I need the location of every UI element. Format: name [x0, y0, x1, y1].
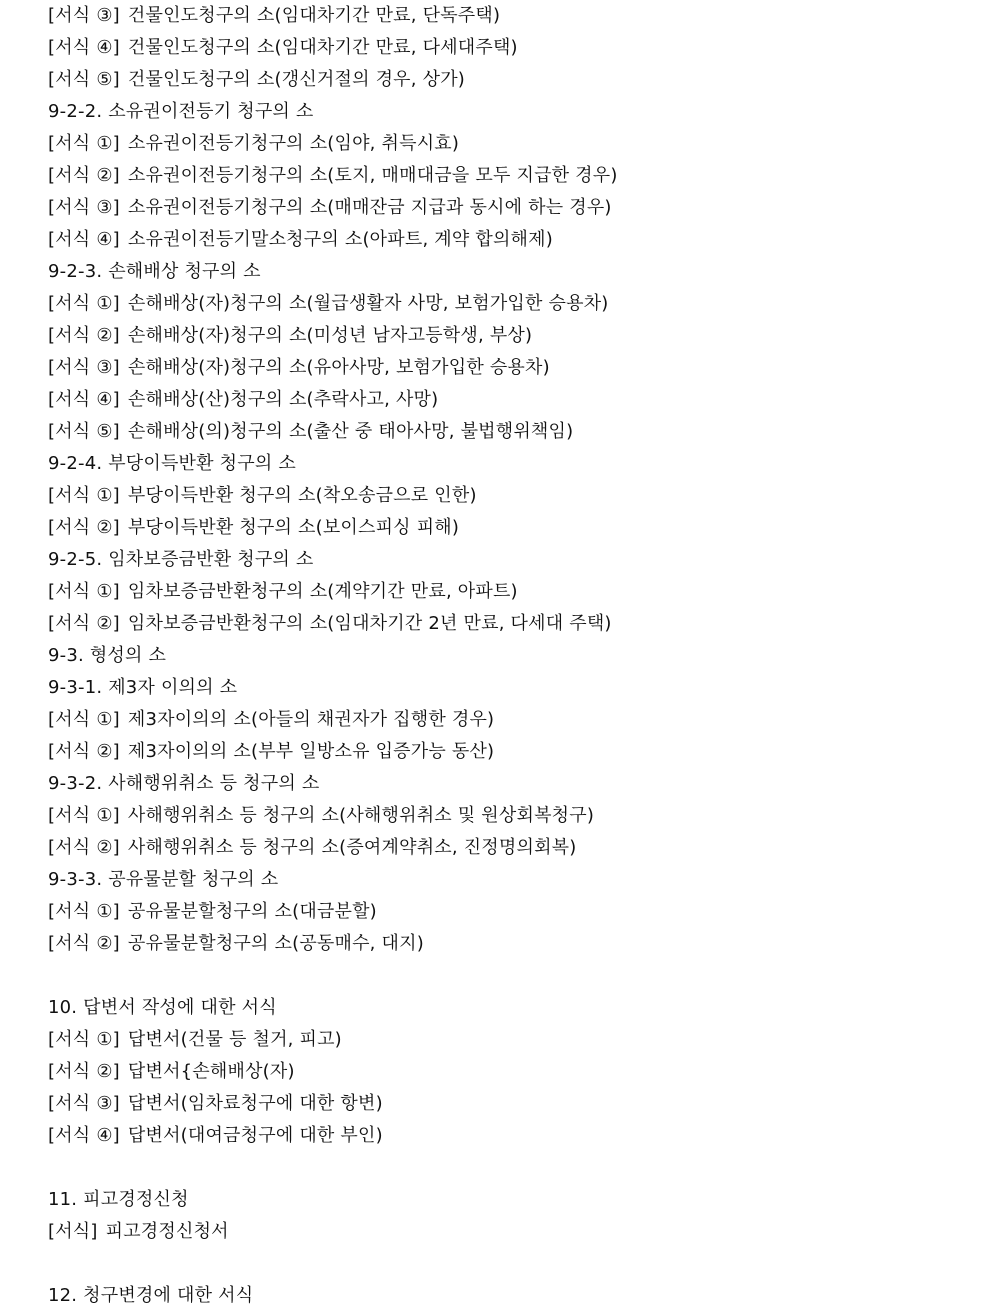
form-list-item — [48, 736, 978, 768]
form-list-item — [48, 64, 978, 96]
form-list-item — [48, 416, 978, 448]
form-title: 피고경정신청서 — [105, 1221, 229, 1242]
section-heading: 9-3-2. 사해행위취소 등 청구의 소 — [48, 773, 320, 794]
form-number-label: [서식 ①] — [48, 485, 120, 506]
section-heading: 9-3. 형성의 소 — [48, 645, 167, 666]
form-list-item — [48, 384, 978, 416]
form-list-item — [48, 160, 978, 192]
form-list-item — [48, 128, 978, 160]
form-title: 제3자이의의 소(부부 일방소유 입증가능 동산) — [127, 741, 495, 762]
form-title: 손해배상(의)청구의 소(출산 중 태아사망, 불법행위책임) — [127, 421, 574, 442]
form-title: 사해행위취소 등 청구의 소(사해행위취소 및 원상회복청구) — [127, 805, 595, 826]
form-list-item — [48, 800, 978, 832]
form-list-item — [48, 1056, 978, 1088]
form-number-label: [서식 ②] — [48, 741, 120, 762]
form-title: 공유물분할청구의 소(대금분할) — [127, 901, 377, 922]
form-number-label: [서식 ②] — [48, 837, 120, 858]
section-heading: 9-2-4. 부당이득반환 청구의 소 — [48, 453, 296, 474]
form-title: 답변서(대여금청구에 대한 부인) — [127, 1125, 383, 1146]
form-number-label: [서식 ④] — [48, 37, 120, 58]
form-number-label: [서식 ④] — [48, 229, 120, 250]
form-title: 소유권이전등기청구의 소(토지, 매매대금을 모두 지급한 경우) — [127, 165, 618, 186]
section-heading: 9-2-3. 손해배상 청구의 소 — [48, 261, 261, 282]
form-list-item — [48, 832, 978, 864]
form-list-item — [48, 1216, 978, 1248]
section-heading: 12. 청구변경에 대한 서식 — [48, 1285, 254, 1306]
form-number-label: [서식 ④] — [48, 1125, 120, 1146]
section-heading: 10. 답변서 작성에 대한 서식 — [48, 997, 277, 1018]
blank-line — [48, 1248, 978, 1280]
form-number-label: [서식 ②] — [48, 613, 120, 634]
section-heading: 11. 피고경정신청 — [48, 1189, 189, 1210]
form-title: 부당이득반환 청구의 소(착오송금으로 인한) — [127, 485, 477, 506]
form-number-label: [서식 ②] — [48, 1061, 120, 1082]
form-number-label: [서식 ⑤] — [48, 69, 120, 90]
form-list-item — [48, 704, 978, 736]
section-heading: 9-2-5. 임차보증금반환 청구의 소 — [48, 549, 314, 570]
form-list-item — [48, 1024, 978, 1056]
form-number-label: [서식 ③] — [48, 357, 120, 378]
form-number-label: [서식 ②] — [48, 325, 120, 346]
form-list-item — [48, 288, 978, 320]
form-title: 소유권이전등기청구의 소(매매잔금 지급과 동시에 하는 경우) — [127, 197, 612, 218]
section-heading: 9-2-2. 소유권이전등기 청구의 소 — [48, 101, 314, 122]
form-number-label: [서식 ①] — [48, 709, 120, 730]
form-title: 답변서(건물 등 철거, 피고) — [127, 1029, 342, 1050]
form-number-label: [서식 ①] — [48, 293, 120, 314]
form-title: 손해배상(자)청구의 소(월급생활자 사망, 보험가입한 승용차) — [127, 293, 609, 314]
form-number-label: [서식] — [48, 1221, 98, 1242]
form-list-item — [48, 32, 978, 64]
form-title: 소유권이전등기말소청구의 소(아파트, 계약 합의해제) — [127, 229, 553, 250]
form-list-item — [48, 576, 978, 608]
document-body — [48, 0, 978, 1312]
form-number-label: [서식 ③] — [48, 1093, 120, 1114]
form-list-item — [48, 192, 978, 224]
form-title: 건물인도청구의 소(갱신거절의 경우, 상가) — [127, 69, 466, 90]
form-title: 손해배상(자)청구의 소(미성년 남자고등학생, 부상) — [127, 325, 533, 346]
form-title: 사해행위취소 등 청구의 소(증여계약취소, 진정명의회복) — [127, 837, 577, 858]
form-title: 제3자이의의 소(아들의 채권자가 집행한 경우) — [127, 709, 495, 730]
form-number-label: [서식 ②] — [48, 517, 120, 538]
form-title: 공유물분할청구의 소(공동매수, 대지) — [127, 933, 424, 954]
blank-line — [48, 1152, 978, 1184]
form-number-label: [서식 ⑤] — [48, 421, 120, 442]
section-heading: 9-3-3. 공유물분할 청구의 소 — [48, 869, 279, 890]
section-heading: 9-3-1. 제3자 이의의 소 — [48, 677, 238, 698]
form-list-item — [48, 352, 978, 384]
form-list-item — [48, 896, 978, 928]
form-number-label: [서식 ①] — [48, 1029, 120, 1050]
blank-line — [48, 960, 978, 992]
form-list-item — [48, 480, 978, 512]
form-number-label: [서식 ②] — [48, 933, 120, 954]
form-number-label: [서식 ①] — [48, 581, 120, 602]
form-number-label: [서식 ①] — [48, 805, 120, 826]
form-number-label: [서식 ③] — [48, 197, 120, 218]
form-list-item — [48, 320, 978, 352]
form-number-label: [서식 ④] — [48, 389, 120, 410]
form-list-item — [48, 608, 978, 640]
form-title: 건물인도청구의 소(임대차기간 만료, 다세대주택) — [127, 37, 518, 58]
form-title: 손해배상(산)청구의 소(추락사고, 사망) — [127, 389, 439, 410]
form-number-label: [서식 ①] — [48, 901, 120, 922]
form-list-item — [48, 224, 978, 256]
form-number-label: [서식 ③] — [48, 5, 120, 26]
form-title: 건물인도청구의 소(임대차기간 만료, 단독주택) — [127, 5, 501, 26]
form-list-item — [48, 1120, 978, 1152]
form-number-label: [서식 ①] — [48, 133, 120, 154]
form-list-item — [48, 928, 978, 960]
form-list-item — [48, 512, 978, 544]
form-title: 임차보증금반환청구의 소(임대차기간 2년 만료, 다세대 주택) — [127, 613, 612, 634]
form-number-label: [서식 ②] — [48, 165, 120, 186]
form-list-item — [48, 1088, 978, 1120]
form-title: 답변서{손해배상(자) — [127, 1061, 295, 1082]
form-title: 소유권이전등기청구의 소(임야, 취득시효) — [127, 133, 460, 154]
form-title: 손해배상(자)청구의 소(유아사망, 보험가입한 승용차) — [127, 357, 550, 378]
form-title: 임차보증금반환청구의 소(계약기간 만료, 아파트) — [127, 581, 518, 602]
form-title: 답변서(임차료청구에 대한 항변) — [127, 1093, 383, 1114]
form-list-item — [48, 0, 978, 32]
form-title: 부당이득반환 청구의 소(보이스피싱 피해) — [127, 517, 460, 538]
